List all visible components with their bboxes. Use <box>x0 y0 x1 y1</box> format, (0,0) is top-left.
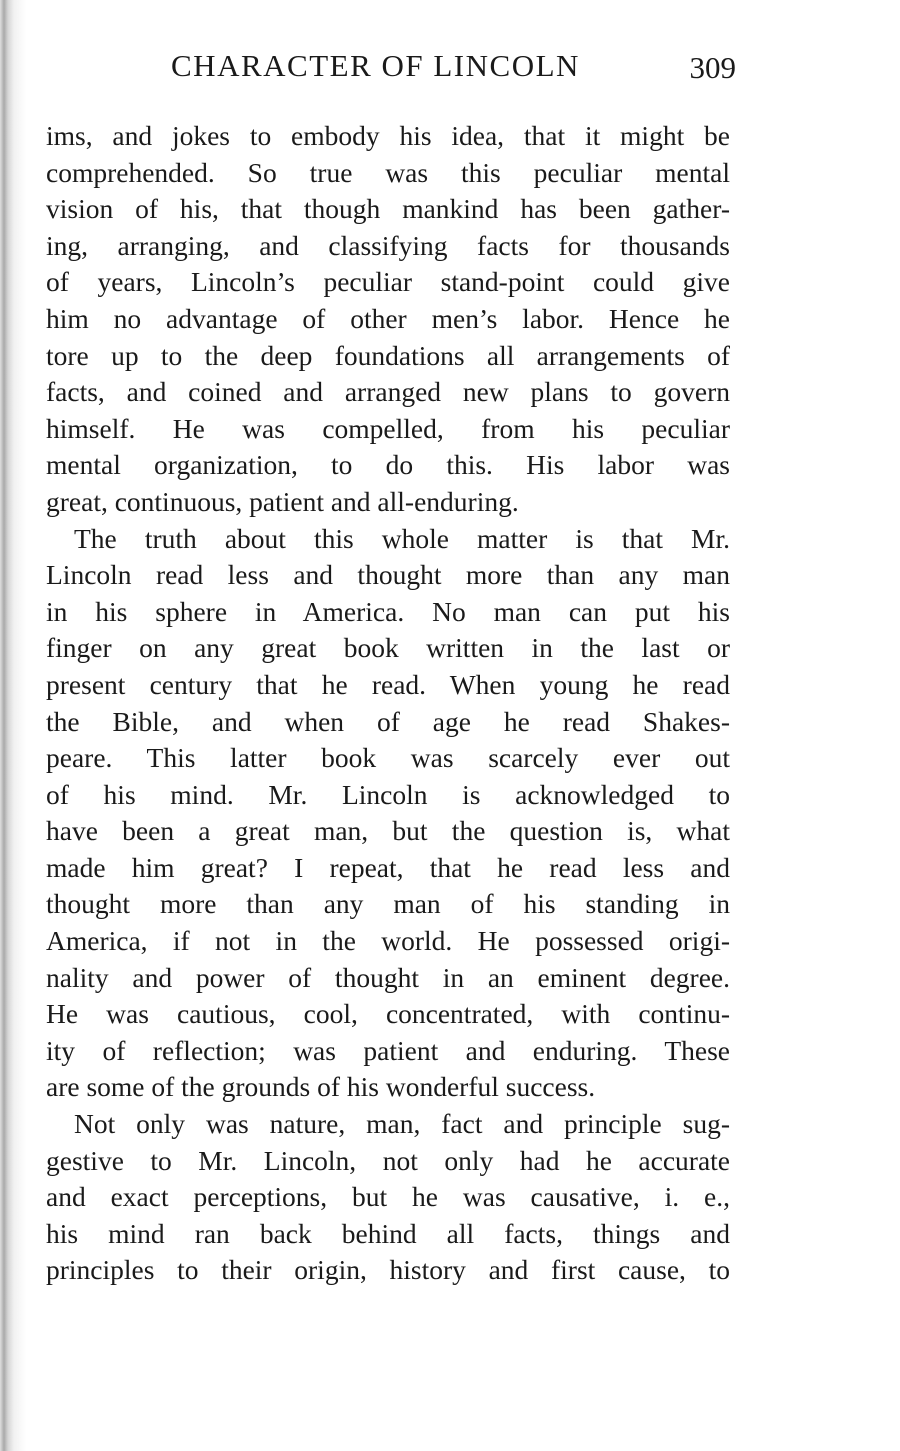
text-line: Lincoln read less and thought more than any man <box>46 559 730 591</box>
text-line: himself. He was compelled, from his peculiar <box>46 412 730 444</box>
text-line: ing, arranging, and classifying facts for thousands <box>46 229 730 261</box>
page-binding-edge <box>0 0 30 1451</box>
text-line: and exact perceptions, but he was causative, i. e., <box>46 1181 730 1213</box>
page-number: 309 <box>689 50 736 85</box>
text-line: present century that he read. When young he read <box>46 668 730 700</box>
text-line: great, continuous, patient and all-enduring. <box>46 485 519 517</box>
text-line: mental organization, to do this. His labor was <box>46 449 730 481</box>
text-line: him no advantage of other men’s labor. Hence he <box>46 302 730 334</box>
body-text <box>46 118 730 1289</box>
text-line: America, if not in the world. He possessed origi- <box>46 925 730 957</box>
text-line: thought more than any man of his standing in <box>46 888 730 920</box>
text-line: of his mind. Mr. Lincoln is acknowledged to <box>46 778 730 810</box>
text-line: nality and power of thought in an eminent degree. <box>46 961 730 993</box>
text-line: tore up to the deep foundations all arrangements of <box>46 339 730 371</box>
text-line: peare. This latter book was scarcely ever out <box>46 742 730 774</box>
text-line: ims, and jokes to embody his idea, that it might be <box>46 120 730 151</box>
text-line: are some of the grounds of his wonderful success. <box>46 1071 596 1103</box>
text-line: finger on any great book written in the last or <box>46 632 730 664</box>
text-line: facts, and coined and arranged new plans to govern <box>46 376 730 408</box>
running-head <box>46 48 736 88</box>
text-line: gestive to Mr. Lincoln, not only had he accurate <box>46 1144 730 1176</box>
text-line: in his sphere in America. No man can put his <box>46 595 730 627</box>
running-title: CHARACTER OF LINCOLN <box>171 48 580 83</box>
text-line: He was cautious, cool, concentrated, with continu- <box>46 998 730 1030</box>
text-line: of years, Lincoln’s peculiar stand-point could give <box>46 266 730 298</box>
text-line: the Bible, and when of age he read Shakes- <box>46 705 730 737</box>
paragraph-first-line: The truth about this whole matter is that Mr. <box>74 522 730 554</box>
paragraph-first-line: Not only was nature, man, fact and principle sug- <box>74 1108 730 1140</box>
text-line: his mind ran back behind all facts, things and <box>46 1217 730 1249</box>
text-line: made him great? I repeat, that he read less and <box>46 851 730 883</box>
text-line: comprehended. So true was this peculiar mental <box>46 156 730 188</box>
text-line: ity of reflection; was patient and enduring. These <box>46 1034 730 1066</box>
text-line: have been a great man, but the question is, what <box>46 815 730 847</box>
text-line: vision of his, that though mankind has been gather- <box>46 193 730 225</box>
text-line: principles to their origin, history and first cause, to <box>46 1254 730 1286</box>
